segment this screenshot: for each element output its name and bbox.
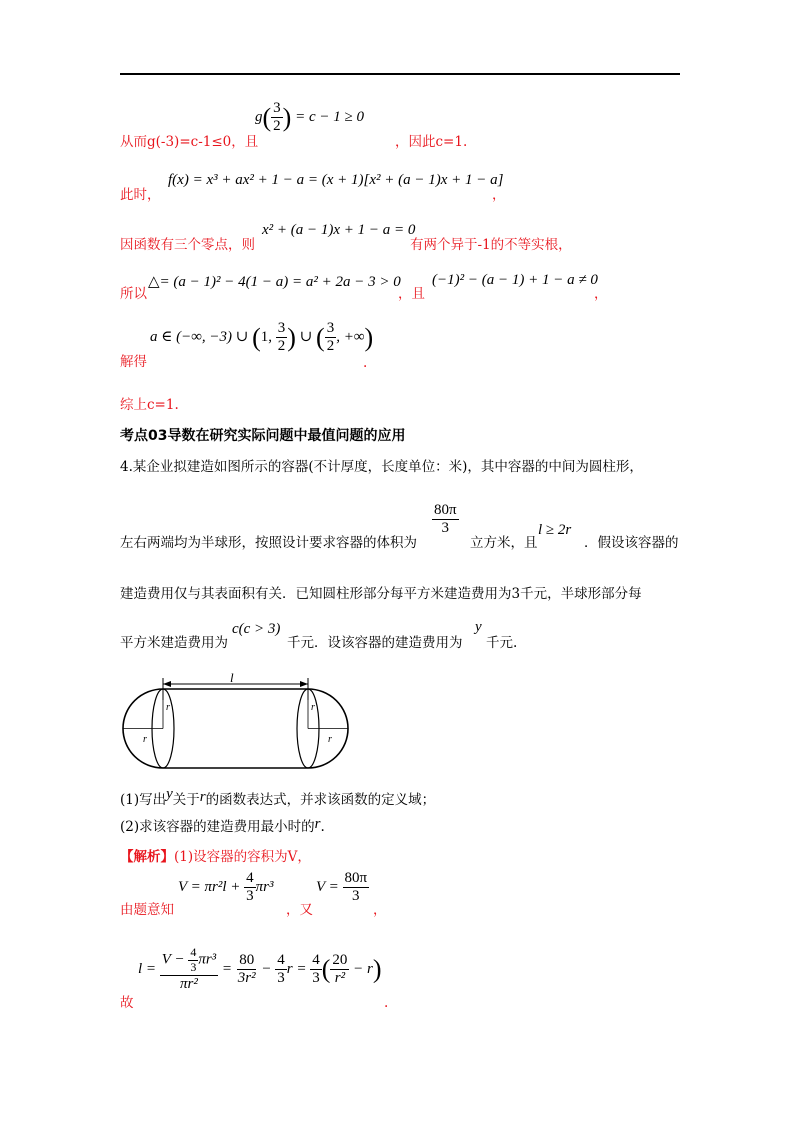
- line-4-math-2: (−1)² − (a − 1) + 1 − a ≠ 0: [432, 272, 598, 288]
- question-2: (2)求该容器的建造费用最小时的r.: [120, 816, 325, 835]
- container-figure: [118, 670, 358, 770]
- figure-label-r-3: r: [311, 702, 315, 713]
- line-8-suffix: .: [384, 995, 389, 1011]
- line-5-math: a ∈ (−∞, −3) ∪ (1, $\frac{3}{2}$ ) ∪ ( $\frac{3}{2}$ , +∞): [150, 320, 374, 355]
- line-7-math-2: V = $\frac{80\pi}{3}$: [316, 870, 368, 905]
- line-5-suffix: .: [363, 355, 368, 371]
- line-4-prefix: 所以: [120, 286, 147, 302]
- cost-condition: c(c > 3): [232, 621, 281, 637]
- problem-para-4-b: 千元．设该容器的建造费用为: [287, 635, 463, 651]
- volume-fraction: $\frac{80\pi}{3}$: [434, 502, 457, 537]
- figure-label-r-2: r: [166, 702, 170, 713]
- header-rule: [120, 73, 680, 75]
- line-2-prefix: 此时，: [120, 187, 161, 203]
- line-2-suffix: ，: [492, 187, 506, 203]
- line-1: [120, 130, 258, 150]
- problem-para-2-a: 左右两端均为半球形，按照设计要求容器的体积为: [120, 535, 417, 551]
- line-8-math: l = V − $\frac{4}{3}$ πr³ πr² = $\frac{80}{\text{3r²}}$ − $\frac{4}{3}$ r = $\frac{4}{3}$ ( $\frac{20}{\text{r²}}$ − r): [138, 945, 382, 992]
- analysis-line: 【解析】(1)设容器的容积为V，: [120, 849, 311, 865]
- line-7-prefix: 由题意知: [120, 902, 174, 918]
- line-7-math-1: V = πr²l + $\frac{4}{3}$ πr³: [178, 870, 274, 905]
- section-heading: 考点03导数在研究实际问题中最值问题的应用: [120, 428, 406, 444]
- line-7-mid: ，又: [286, 902, 313, 918]
- line-5-prefix: 解得: [120, 354, 147, 370]
- problem-para-1: 4.某企业拟建造如图所示的容器(不计厚度，长度单位：米)，其中容器的中间为圆柱形，: [120, 459, 643, 475]
- line-1-math: g( $\frac{3}{2}$ ) = c − 1 ≥ 0: [255, 100, 364, 135]
- line-4-mid: ，且: [398, 286, 425, 302]
- question-1: (1)写出y关于r的函数表达式，并求该函数的定义域；: [120, 786, 436, 808]
- problem-para-4-a: 平方米建造费用为: [120, 635, 228, 651]
- line-7-suffix: ，: [373, 902, 387, 918]
- line-3-suffix: 有两个异于-1的不等实根，: [410, 237, 572, 253]
- line-2-math: f(x) = x³ + ax² + 1 − a = (x + 1)[x² + (a − 1)x + 1 − a]: [168, 172, 504, 188]
- line-6: 综上c=1.: [120, 397, 179, 413]
- line-1-suffix: ，因此c=1.: [395, 134, 468, 150]
- line-1-prefix: 从而g(-3)=c-1≤0，且: [120, 134, 259, 150]
- line-4-math-1: △= (a − 1)² − 4(1 − a) = a² + 2a − 3 > 0: [148, 274, 401, 290]
- analysis-bracket: 【解析】: [120, 849, 174, 865]
- figure-label-r-4: r: [328, 734, 332, 745]
- cost-variable: y: [475, 619, 482, 635]
- problem-para-3: 建造费用仅与其表面积有关．已知圆柱形部分每平方米建造费用为3千元，半球形部分每: [120, 586, 642, 602]
- figure-label-l: l: [230, 670, 234, 685]
- problem-para-2-c: ．假设该容器的: [584, 535, 679, 551]
- problem-para-4-c: 千元.: [486, 635, 518, 651]
- figure-label-r-1: r: [143, 734, 147, 745]
- line-8-prefix: 故: [120, 995, 134, 1011]
- length-condition: l ≥ 2r: [538, 522, 572, 538]
- problem-para-2-b: 立方米，且: [470, 535, 538, 551]
- line-3-prefix: 因函数有三个零点，则: [120, 237, 255, 253]
- line-4-suffix: ，: [594, 286, 608, 302]
- line-3-math: x² + (a − 1)x + 1 − a = 0: [262, 222, 416, 238]
